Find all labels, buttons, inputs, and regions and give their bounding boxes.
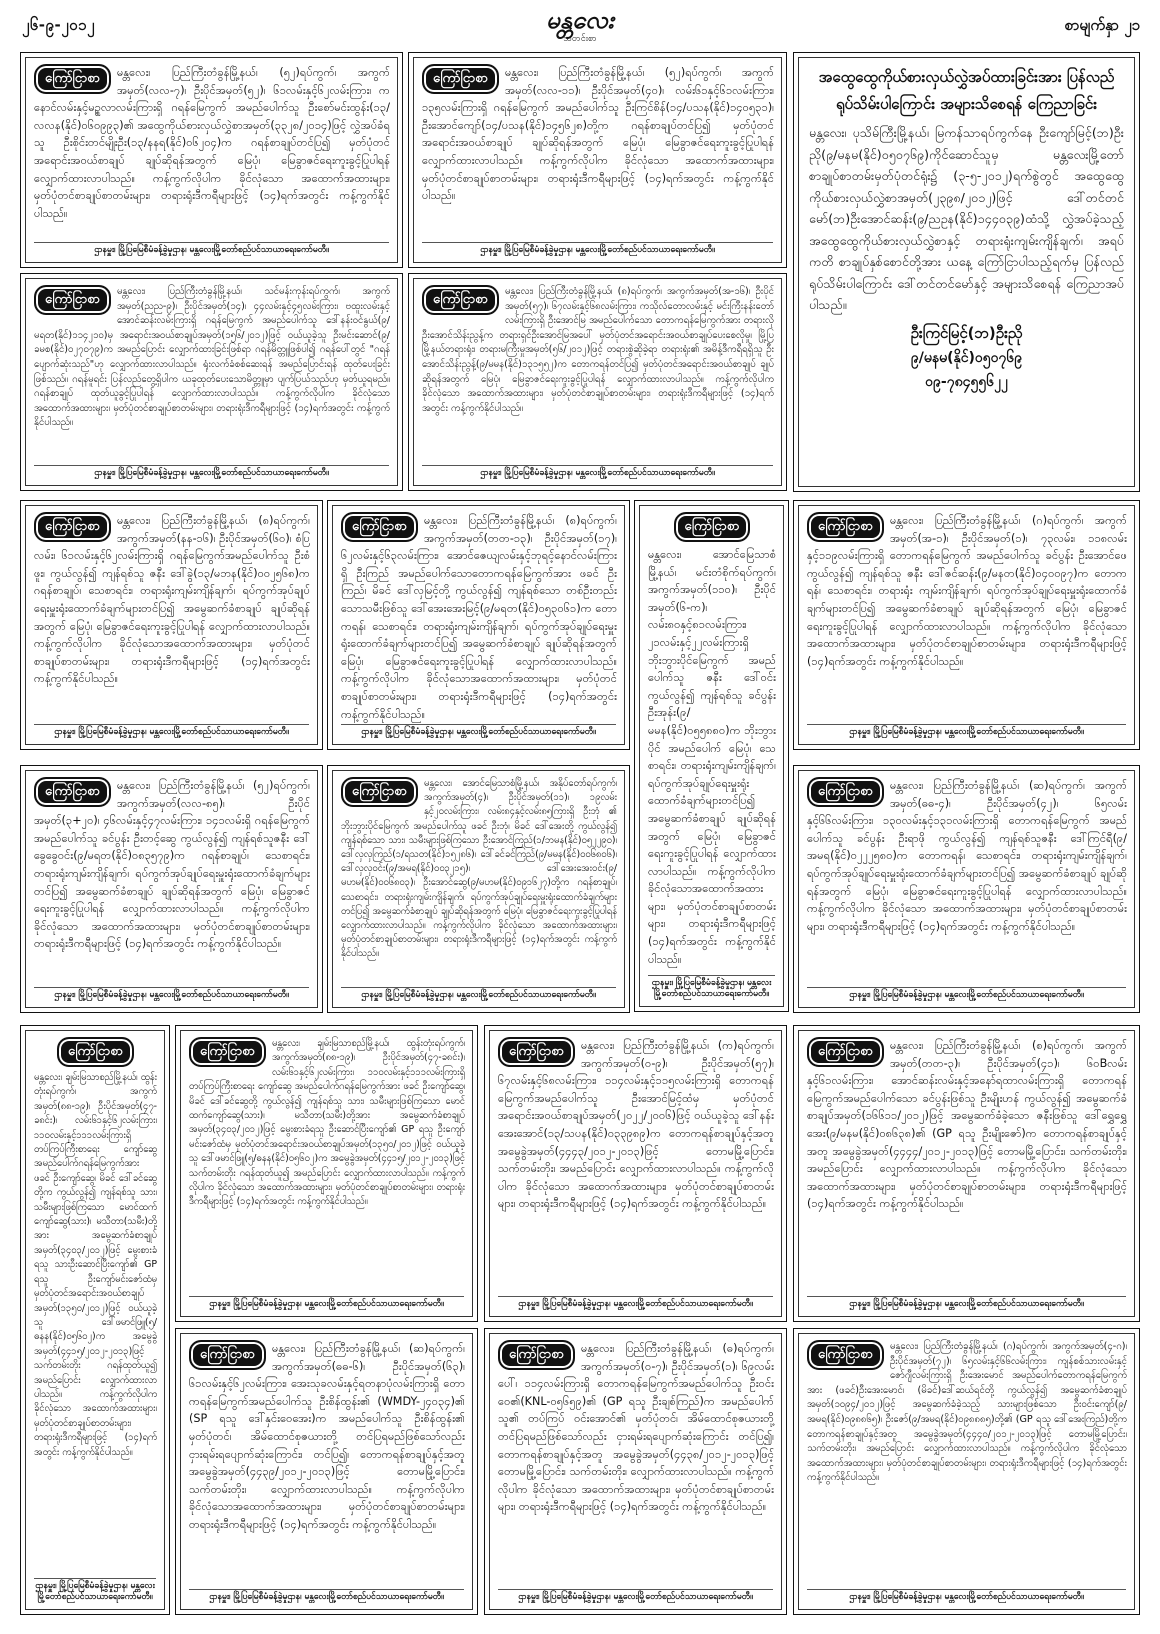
ad-box	[634, 500, 789, 1012]
ad-box	[175, 1025, 478, 1322]
ad-body: မန္တလေး၊ ပြည်ကြီးတံခွန်မြို့နယ်၊ (၅၂)ရပ်ကွက်၊ အကွက်အမှတ်(လလ-၈၅)၊ ဦးပိုင်အမှတ်(၃+၂၀)၊ ၄၆လမ်းနှင့်၄၇လမ်းကြား၊ ၁၄၁လမ်းရှိ ဂရန်မြေကွက်အမည်ပေါက်သူ ခင်ပွန်း ဦးတင့်ဆွေ ကွယ်လွန်၍ ကျန်ရစ်သူဇနီး ဒေါ်ခွေခွေဝင်း(၉/မရတ(နိုင်)၀၈၃၅၇၉)က ဂရန်စာချုပ်၊ သေစာရင်း၊ တရားရုံးကျမ်းကျိန်ချက်၊ ရပ်ကွက်အုပ်ချုပ်ရေးမှူးရုံးထောက်ခံချက်များတင်ပြ၍ အမွေဆက်ခံစာချုပ် ချုပ်ဆိုရန်အတွက် မြေပုံ၊ မြေခွာဇင်ရေးကူးခွင့်ပြုပါရန် လျှောက်ထားလာပါသည်။ ကန့်ကွက်လိုပါက ခိုင်လုံသော အထောက်အထားများ၊ မှတ်ပုံတင်စာချုပ်စာတမ်းများ၊ တရားရုံးဒီကရီများဖြင့် (၁၄)ရက်အတွင်း ကန့်ကွက်နိုင်ပါသည်။	[34, 779, 310, 951]
ad-body: မန္တလေး၊ ပြည်ကြီးတံခွန်မြို့နယ်၊ (၈)ရပ်ကွက်၊ အကွက်အမှတ်(အ-၁၆)၊ ဦးပိုင်အမှတ်(၅၇)၊ ၆၇လမ်းနှင့်၆၈လမ်းကြား၊ ကသိုလ်တောလမ်းနှင့် မင်းကြီးနန်းတော်လမ်းကြားရှိ ဦးအောင်မြ အမည်ပေါက်သော တောကရန်မြေကွက်အား တရားလို ဦးအောင်သိန်းညွန့်က တရားရှင်ဦးအောင်မြအပေါ် မှတ်ပုံတင်အရောင်းအဝယ်စာချုပ်ပေးစေလိုမှု၊ မြို့ပြမြို့နယ်တရားရုံး၊ တရားမကြီးမှုအမှတ်(၅၆/၂၀၁၂)ဖြင့် တရားစွဲဆိုခဲ့ရာ တရားရုံး၏ အမိန့်ဒီကရီရရှိသူ ဦးအောင်သိန်းညွန့်(၉/မမန(နိုင်)၁၃၁၅၅၂)က တောကရန်တင်ပြ၍ မှတ်ပုံတင်အရောင်းအဝယ်စာချုပ် ချုပ်ဆိုရန်အတွက် မြေပုံ၊ မြေခွာဇင်ရေးကူးခွင့်ပြုပါရန် လျှောက်ထားလာပါသည်။ ကန့်ကွက်လိုပါက ခိုင်လုံသော အထောက်အထားများ၊ မှတ်ပုံတင်စာချုပ်စာတမ်းများ၊ တရားရုံးဒီကရီများဖြင့် (၁၄)ရက်အတွင်း ကန့်ကွက်နိုင်ပါသည်။	[422, 286, 774, 414]
issue-date: ၂၆-၉-၂၀၁၂	[22, 16, 95, 34]
ad-body: မန္တလေး၊ ပြည်ကြီးတံခွန်မြို့နယ်၊ (၅၂)ရပ်ကွက်၊ အကွက်အမှတ်(လလ-၁၁)၊ ဦးပိုင်အမှတ်(၄၀)၊ လမ်း၆၁နှင့်၆၁လမ်းကြား၊ ၁၃၅လမ်းကြားရှိ ဂရန်မြေကွက် အမည်ပေါက်သူ ဦးကြင်စိန်(၁၄/ပသန(နိုင်)၁၄၀၅၃၁)၊ ဦးအောင်ကျော်(၁၄/ပသန(နိုင်)၁၄၅၆၂၈)တို့က ဂရန်စာချုပ်တင်ပြ၍ မှတ်ပုံတင်အရောင်းအဝယ်စာချုပ် ချုပ်ဆိုရန်အတွက် မြေပုံ၊ မြေခွာဇင်ရေးကူးခွင့်ပြုပါရန် လျှောက်ထားလာပါသည်။ ကန့်ကွက်လိုပါက ခိုင်လုံသော အထောက်အထားများ၊ မှတ်ပုံတင်စာချုပ်စာတမ်းများ၊ တရားရုံးဒီကရီများဖြင့် (၁၄)ရက်အတွင်း ကန့်ကွက်နိုင်ပါသည်။	[422, 66, 774, 203]
ad-box	[327, 765, 630, 1013]
ad-footer: ဌာနမှူး၊ မြို့ပြမြေစီမံခန့်ခွဲမှုဌာန၊ မန္တလေးမြို့တော်စည်ပင်သာယာရေးကော်မတီ။	[189, 1296, 464, 1310]
ad-label-badge: ကြော်ငြာစာ	[34, 64, 111, 94]
ad-label-badge: ကြော်ငြာစာ	[341, 512, 418, 542]
ad-label-badge: ကြော်ငြာစာ	[807, 1037, 884, 1067]
ad-label-badge: ကြော်ငြာစာ	[807, 1340, 884, 1370]
ad-label-badge: ကြော်ငြာစာ	[674, 512, 751, 542]
ad-footer: ဌာနမှူး၊ မြို့ပြမြေစီမံခန့်ခွဲမှုဌာန၊ မန္တလေးမြို့တော်စည်ပင်သာယာရေးကော်မတီ။	[498, 1296, 773, 1310]
ad-body: မန္တလေး၊ ပြည်ကြီးတံခွန်မြို့နယ်၊ (၅၂)ရပ်ကွက်၊ အကွက်အမှတ်(လလ-၇)၊ ဦးပိုင်အမှတ်(၅၂)၊ ၆၁လမ်းနှင့်၆၂လမ်းကြား၊ ကနောင်လမ်းနှင့်မဉ္စလာလမ်းကြားရှိ ဂရန်မြေကွက် အမည်ပေါက်သူ ဦးစော်မင်းထွန်း(၁၃/လလန(နိုင်)၀၆၀၉၉၃)၏ အထွေကိုယ်စားလှယ်လွှဲစာအမှတ်(၃၃၂၈/၂၀၁၄)ဖြင့် လွှဲအပ်ခံရသူ ဦးစိုင်းတင်မျိုးဦး(၁၃/နနရ(နိုင်)၀၆၂၀၄)က ဂရန်စာချုပ်တင်ပြ၍ မှတ်ပုံတင်အရောင်းအဝယ်စာချုပ် ချုပ်ဆိုရန်အတွက် မြေပုံ၊ မြေခွာဇင်ရေးကူးခွင့်ပြုပါရန် လျှောက်ထားလာပါသည်။ ကန့်ကွက်လိုပါက ခိုင်လုံသော အထောက်အထားများ၊ မှတ်ပုံတင်စာချုပ်စာတမ်းများ၊ တရားရုံးဒီကရီများဖြင့် (၁၄)ရက်အတွင်း ကန့်ကွက်နိုင်ပါသည်။	[34, 66, 390, 220]
ad-footer: ဌာနမှူး၊ မြို့ပြမြေစီမံခန့်ခွဲမှုဌာန၊ မန္တလေးမြို့တော်စည်ပင်သာယာရေးကော်မတီ။	[807, 1296, 1126, 1310]
ad-box	[793, 765, 1140, 1013]
ad-box	[20, 500, 323, 750]
ad-box	[484, 1025, 787, 1322]
page-number: စာမျက်နှာ ၂၁	[1064, 16, 1140, 34]
ad-box	[20, 1025, 170, 1615]
ad-footer: ဌာနမှူး၊ မြို့ပြမြေစီမံခန့်ခွဲမှုဌာန၊ မန္တလေးမြို့တော်စည်ပင်သာယာရေးကော်မတီ။	[807, 987, 1126, 1001]
notice-phone: ၀၉-၇၈၄၅၅၆၂၂	[925, 373, 1008, 390]
ad-footer: ဌာနမှူး၊ မြို့ပြမြေစီမံခန့်ခွဲမှုဌာန၊ မန္တလေးမြို့တော်စည်ပင်သာယာရေးကော်မတီ။	[422, 465, 773, 479]
ad-footer: ဌာနမှူး၊ မြို့ပြမြေစီမံခန့်ခွဲမှုဌာန၊ မန္တလေးမြို့တော်စည်ပင်သာယာရေးကော်မတီ။	[34, 987, 309, 1001]
notice-signatory: ဦးကြင်မြင့်(ဘ)ဦးညို	[910, 323, 1023, 342]
ad-box	[484, 1328, 787, 1615]
notice-nrc: ၉/မနမ(နိုင်)၀၅၀၇၆၉	[910, 349, 1023, 366]
ad-label-badge: ကြော်ငြာစာ	[807, 512, 884, 542]
ad-body: မန္တလေး၊ ပြည်ကြီးတံခွန်မြို့နယ်၊ (ဂ)ရပ်ကွက်၊ အကွက်အမှတ်(အ-၁)၊ ဦးပိုင်အမှတ်(၁)၊ ၇၃လမ်း၊ ၁၁၈လမ်းနှင့်၁၁၉လမ်းကြားရှိ တောကရန်မြေကွက် အမည်ပေါက်သူ ခင်ပွန်း ဦးအောင်ဖေ ကွယ်လွန်၍ ကျန်ရစ်သူ ဇနီး ဒေါ်ဇင်ဆန်း(၉/မနတ(နိုင်)၀၄၀၀၉၇)က တောကရန်၊ သေစာရင်း၊ တရားရုံး ကျမ်းကျိန်ချက်၊ ရပ်ကွက်အုပ်ချုပ်ရေးမှူးရုံးထောက်ခံချက်များတင်ပြ၍ အမွေဆက်ခံစာချုပ် ချုပ်ဆိုရန်အတွက် မြေပုံ၊ မြေခွာဇင်ရေးကူးခွင့်ပြုပါရန် လျှောက်ထားလာပါသည်။ ကန့်ကွက်လိုပါက ခိုင်လုံသော အထောက်အထားများ၊ မှတ်ပုံတင်စာချုပ်စာတမ်းများ၊ တရားရုံးဒီကရီများဖြင့် (၁၄)ရက်အတွင်း ကန့်ကွက်နိုင်ပါသည်။	[807, 514, 1127, 668]
masthead-title: မန္တလေး	[546, 5, 614, 34]
ad-label-badge: ကြော်ငြာစာ	[341, 777, 418, 807]
ad-label-badge: ကြော်ငြာစာ	[807, 777, 884, 807]
ad-label-badge: ကြော်ငြာစာ	[34, 285, 111, 315]
ad-body: မန္တလေး၊ ပြည်ကြီးတံခွန်မြို့နယ်၊ (ဆ)ရပ်ကွက်၊ အကွက်အမှတ်(ဓဓ-၄)၊ ဦးပိုင်အမှတ်(၄၂)၊ ၆၅လမ်းနှင့်၆၆လမ်းကြား၊ ၁၃၀လမ်းနှင့်၁၃၁လမ်းကြားရှိ တောကရန်မြေကွက် အမည်ပေါက်သူ ခင်ပွန်း ဦးရာဖို ကွယ်လွန်၍ ကျန်ရစ်သူဇနီး ဒေါ်ကြင်ရီ(၉/အမရ(နိုင်)၀၂၂၂၅၈၀)က တောကရန်၊ သေစာရင်း၊ တရားရုံးကျမ်းကျိန်ချက်၊ ရပ်ကွက်အုပ်ချုပ်ရေးမှူးရုံးထောက်ခံချက်များတင်ပြ၍ အမွေဆက်ခံစာချုပ် ချုပ်ဆိုရန်အတွက် မြေပုံ၊ မြေခွာဇင်ရေးကူးခွင့်ပြုပါရန် လျှောက်ထားလာပါသည်။ ကန့်ကွက်လိုပါက ခိုင်လုံသော အထောက်အထားများ၊ မှတ်ပုံတင်စာချုပ်စာတမ်းများ၊ တရားရုံးဒီကရီများဖြင့် (၁၄)ရက်အတွင်း ကန့်ကွက်နိုင်ပါသည်။	[807, 779, 1128, 933]
ad-label-badge: ကြော်ငြာစာ	[34, 777, 111, 807]
ad-box	[408, 52, 787, 268]
ad-label-badge: ကြော်ငြာစာ	[34, 512, 111, 542]
ad-footer: ဌာနမှူး၊ မြို့ပြမြေစီမံခန့်ခွဲမှုဌာန၊ မန္တလေးမြို့တော်စည်ပင်သာယာရေးကော်မတီ။	[34, 465, 389, 479]
ad-box	[20, 52, 403, 268]
masthead-subtitle: သတင်းစာ	[563, 34, 597, 44]
ad-footer: ဌာနမှူး၊ မြို့ပြမြေစီမံခန့်ခွဲမှုဌာန၊ မန္တလေးမြို့တော်စည်ပင်သာယာရေးကော်မတီ။	[189, 1589, 464, 1603]
ad-body: မန္တလေး၊ အောင်မြေသာစံမြို့နယ်၊ မင်းတံစိုက်ရပ်ကွက်၊ အကွက်အမှတ်(၁၁၀)၊ ဦးပိုင်အမှတ်(၆-က)၊ လမ်း၈၀နှင့်၈၁လမ်းကြား၊ ၂၁လမ်းနှင့်၂၂လမ်းကြားရှိ ဘိုးဘွားပိုင်မြေကွက် အမည်ပေါက်သူ ဇနီး ဒေါ်ဝင်းကွယ်လွန်၍ ကျန်ရစ်သူ ခင်ပွန်း ဦးအုန်း(၉/မမန(နိုင်)၀၅၅၈၈၀)က ဘိုးဘွားပိုင် အမည်ပေါက် မြေပုံ၊ သေစာရင်း၊ တရားရုံးကျမ်းကျိန်ချက်၊ ရပ်ကွက်အုပ်ချုပ်ရေးမှူးရုံးထောက်ခံချက်များတင်ပြ၍ အမွေဆက်ခံစာချုပ် ချုပ်ဆိုရန်အတွက် မြေပုံ၊ မြေခွာဇင်ရေးကူးခွင့်ပြုပါရန် လျှောက်ထားလာပါသည်။ ကန့်ကွက်လိုပါက ခိုင်လုံသောအထောက်အထားများ၊ မှတ်ပုံတင်စာချုပ်စာတမ်းများ၊ တရားရုံးဒီကရီများဖြင့် (၁၄)ရက်အတွင်း ကန့်ကွက်နိုင်ပါသည်။	[648, 548, 776, 966]
ad-footer: ဌာနမှူး၊ မြို့ပြမြေစီမံခန့်ခွဲမှုဌာန၊ မန္တလေးမြို့တော်စည်ပင်သာယာရေးကော်မတီ။	[341, 724, 616, 738]
ad-body: မန္တလေး၊ ပြည်ကြီးတံခွန်မြို့နယ်၊ (၈)ရပ်ကွက်၊ အကွက်အမှတ်(နန-၁၆)၊ ဦးပိုင်အမှတ်(၆၀)၊ စံပြလမ်း၊ ၆၁လမ်းနှင့်၆၂လမ်းကြားရှိ ဂရန်မြေကွက်အမည်ပေါက်သူ ဦးစံဖူး၊ ကွယ်လွန်၍ ကျန်ရစ်သူ ဇနီး ဒေါ်ခွဲ(၁၃/မဘန(နိုင်)၀၀၂၅၆၈)က ဂရန်စာချုပ်၊ သေစာရင်း၊ တရားရုံးကျမ်းကျိန်ချက်၊ ရပ်ကွက်အုပ်ချုပ်ရေးမှူးရုံးထောက်ခံချက်များတင်ပြ၍ အမွေဆက်ခံစာချုပ် ချုပ်ဆိုရန်အတွက် မြေပုံ၊ မြေခွာဇင်ရေးကူးခွင့်ပြုပါရန် လျှောက်ထားလာပါသည်။ ကန့်ကွက်လိုပါက ခိုင်လုံသောအထောက်အထားများ၊ မှတ်ပုံတင်စာချုပ်စာတမ်းများ၊ တရားရုံးဒီကရီများဖြင့် (၁၄)ရက်အတွင်း ကန့်ကွက်နိုင်ပါသည်။	[34, 514, 310, 686]
ad-body: မန္တလေး၊ ပြည်ကြီးတံခွန်မြို့နယ်၊ (က)ရပ်ကွက်၊ အကွက်အမှတ်(ဝ-၉)၊ ဦးပိုင်အမှတ်(၅၇)၊ ၆၇လမ်းနှင့်၆၈လမ်းကြား၊ ၁၁၄လမ်းနှင့်၁၁၅လမ်းကြားရှိ တောကရန်မြေကွက်အမည်ပေါက်သူ ဦးအောင်မြင့်ထံမှ မှတ်ပုံတင်အရောင်းအဝယ်စာချုပ်အမှတ်(၂၀၂၂/၂၀၀၆)ဖြင့် ဝယ်ယူခဲ့သူ ဒေါ်နန်းအေးအောင်(၁၃/သပန(နိုင်)၀၃၃၉၈၉)က တောကရန်စာချုပ်နှင့်အတူ အမွေခွဲအမှတ်(၄၄၄၃/၂၀၁၂-၂၀၁၃)ဖြင့် တောမမြို့ပြောင်း၊ သက်တမ်းတိုး၊ အမည်ပြောင်း လျှောက်ထားလာပါသည်။ ကန့်ကွက်လိုပါက ခိုင်လုံသော အထောက်အထားများ၊ မှတ်ပုံတင်စာချုပ်စာတမ်းများ၊ တရားရုံးဒီကရီများဖြင့် (၁၄)ရက်အတွင်း ကန့်ကွက်နိုင်ပါသည်။	[498, 1039, 774, 1211]
ad-box	[20, 765, 323, 1013]
ad-box	[20, 273, 403, 491]
ad-label-badge: ကြော်ငြာစာ	[57, 1037, 134, 1067]
ad-body: မန္တလေး၊ ပြည်ကြီးတံခွန်မြို့နယ်၊ (ဂ)ရပ်ကွက်၊ အကွက်အမှတ်(၄-ဂ)၊ ဦးပိုင်အမှတ်(၇၂)၊ ၆၅လမ်းနှင့်၆၆လမ်းကြား၊ ကျန်စစ်သားလမ်းနှင့်ဇော်ဂျီလမ်းကြားရှိ ဦးအေးမောင် အမည်ပေါက်တောကရန်မြေကွက်အား (ဖခင်)ဦးအေးမောင်၊ (မိခင်)ဒေါ်ဆယ်ရင်တို့ ကွယ်လွန်၍ အမွေဆက်ခံစာချုပ်အမှတ်(၁၀၉၄/၂၀၁၂)ဖြင့် အမွေဆက်ခံခဲ့သည့် သားများဖြစ်သော ဦးဝင်းကျော်(၉/အမရ(နိုင်)၀၉၈၈၆၅)၊ ဦးဇော်(၉/အမရ(နိုင်)၀၉၈၈၈၅)တို့၏ (GP ရသူ ဒေါ်အေးကြည်)တို့က တောကရန်စာချုပ်နှင့်အတူ အမွေခွဲအမှတ်(၄၄၄၀/၂၀၁၂-၂၀၁၃)ဖြင့် တောမမြို့ပြောင်း၊ သက်တမ်းတိုး၊ အမည်ပြောင်း လျှောက်ထားလာပါသည်။ ကန့်ကွက်လိုပါက ခိုင်လုံသောအထောက်အထားများ၊ မှတ်ပုံတင်စာချုပ်စာတမ်းများ၊ တရားရုံးဒီကရီများဖြင့် (၁၄)ရက်အတွင်း ကန့်ကွက်နိုင်ပါသည်။	[807, 1341, 1127, 1484]
ad-label-badge: ကြော်ငြာစာ	[498, 1340, 575, 1370]
ad-footer: ဌာနမှူး၊ မြို့ပြမြေစီမံခန့်ခွဲမှုဌာန၊ မန္တလေးမြို့တော်စည်ပင်သာယာရေးကော်မတီ။	[498, 1589, 773, 1603]
ad-footer: ဌာနမှူး၊ မြို့ပြမြေစီမံခန့်ခွဲမှုဌာန၊ မန္တလေးမြို့တော်စည်ပင်သာယာရေးကော်မတီ။	[34, 724, 309, 738]
ad-box	[793, 500, 1140, 750]
ad-body: မန္တလေး၊ ပြည်ကြီးတံခွန်မြို့နယ်၊ (၈)ရပ်ကွက်၊ အကွက်အမှတ်(တတ-၁၃)၊ ဦးပိုင်အမှတ်(၁၇)၊ ၆၂လမ်းနှင့်၆၃လမ်းကြား၊ အောင်ဇေယျလမ်းနှင့်ဘုရင့်နောင်လမ်းကြားရှိ ဦးကြည် အမည်ပေါက်သောတောကရန်မြေကွက်အား ဖခင် ဦးကြည်၊ မိခင် ဒေါ်လှမြင့်တို့ ကွယ်လွန်၍ ကျန်ရစ်သော တစ်ဦးတည်းသောသမီးဖြစ်သူ ဒေါ်အေးအေးမြင့်(၉/မရတ(နိုင်)၀၅၃၀၆၁)က တောကရန်၊ သေစာရင်း၊ တရားရုံးကျမ်းကျိန်ချက်၊ ရပ်ကွက်အုပ်ချုပ်ရေးမှူးရုံးထောက်ခံချက်များတင်ပြ၍ အမွေဆက်ခံစာချုပ် ချုပ်ဆိုရန်အတွက် မြေပုံ၊ မြေခွာဇင်ရေးကူးခွင့်ပြုပါရန် လျှောက်ထားလာပါသည်။ ကန့်ကွက်လိုပါက ခိုင်လုံသောအထောက်အထားများ၊ မှတ်ပုံတင်စာချုပ်စာတမ်းများ၊ တရားရုံးဒီကရီများဖြင့် (၁၄)ရက်အတွင်း ကန့်ကွက်နိုင်ပါသည်။	[341, 514, 617, 721]
ad-label-badge: ကြော်ငြာစာ	[498, 1037, 575, 1067]
ad-box	[408, 273, 787, 491]
ad-box	[793, 1025, 1140, 1322]
notice-title: အထွေထွေကိုယ်စားလှယ်လွှဲအပ်ထားခြင်းအား ပြန်လည်ရုပ်သိမ်းပါကြောင်း အများသိစေရန် ကြေညာခြင်း	[818, 68, 1115, 113]
ad-footer: ဌာနမှူး၊ မြို့ပြမြေစီမံခန့်ခွဲမှုဌာန၊ မန္တလေးမြို့တော်စည်ပင်သာယာရေးကော်မတီ။	[422, 242, 773, 256]
ad-body: မန္တလေး၊ ပြည်ကြီးတံခွန်မြို့နယ်၊ သင်မန်းကုန်းရပ်ကွက်၊ အကွက်အမှတ်(ညည-၉)၊ ဦးပိုင်အမှတ်(၁၄)၊ ၄၄လမ်းနှင့်၄၅လမ်းကြား၊ ဗထူးလမ်းနှင့်အောင်ဆန်းလမ်းကြားရှိ ဂရန်မြေကွက် အမည်ပေါက်သူ ဒေါ်နန်းဝင်နွယ်(၉/မရတ(နိုင်)၁၁၄၂၁၀)မှ အရောင်းအဝယ်စာချုပ်အမှတ်(၁၅၆/၂၀၁၂)ဖြင့် ဝယ်ယူခဲ့သူ ဦးမင်းဆောင်(၉/ခမစ(နိုင်)၀၂၇၀၇၉)က အမည်ပြောင်း လျှောက်ထားခြင်းဖြစ်ရာ ဂရန်မိတ္တူဖြစ်ပါ၍ ဂရန်ပေါ်တွင် "ဂရန်ပျောက်ဆုံးသည်"ဟု လျှောက်ထားလာပါသည်။ ရုံးလက်ခံစစ်ဆေးရန် အမည်ပြောင်းရန် ထုတ်ပေးခြင်းဖြစ်သည်။ ဂရန်မူရင်း ပြန်လည်တွေ့ရှိပါက ယခုထုတ်ပေးသောမိတ္တူမှာ ပျက်ပြယ်သည်ဟု မှတ်ယူရမည်။ ဂရန်စာချုပ် ထုတ်ယူခွင့်ပြုပါရန် လျှောက်ထားလာပါသည်။ ကန့်ကွက်လိုပါက ခိုင်လုံသော အထောက်အထားများ၊ မှတ်ပုံတင်စာချုပ်စာတမ်းများ၊ တရားရုံးဒီကရီများဖြင့် (၁၄)ရက်အတွင်း ကန့်ကွက်နိုင်ပါသည်။	[34, 286, 390, 429]
ad-body: မန္တလေး၊ ပြည်ကြီးတံခွန်မြို့နယ်၊ (စ)ရပ်ကွက်၊ အကွက်အမှတ်(တတ-၃)၊ ဦးပိုင်အမှတ်(၄၁)၊ ၆၀Bလမ်းနှင့်၆၁လမ်းကြား၊ အောင်ဆန်းလမ်းနှင့်အနော်ရထာလမ်းကြားရှိ တောကရန်မြေကွက်အမည်ပေါက်သော ခင်ပွန်းဖြစ်သူ ဦးမျိုးဟန် ကွယ်လွန်၍ အမွေဆက်ခံစာချုပ်အမှတ်(၁၆၆၁၁/၂၀၁၂)ဖြင့် အမွေဆက်ခံခဲ့သော ဇနီးဖြစ်သူ ဒေါ်ရွှေရွှေအေး(၉/မနမ(နိုင်)၀၈၆၃၈)၏ (GP ရသူ ဦးမျိုးဇော်)က တောကရန်စာချုပ်နှင့်အတူ အမွေခွဲအမှတ်(၄၄၄၄/၂၀၁၂-၂၀၁၃)ဖြင့် တောမမြို့ပြောင်း၊ သက်တမ်းတိုး၊ အမည်ပြောင်း လျှောက်ထားလာပါသည်။ ကန့်ကွက်လိုပါက ခိုင်လုံသောအထောက်အထားများ၊ မှတ်ပုံတင်စာချုပ်စာတမ်းများ၊ တရားရုံးဒီကရီများဖြင့် (၁၄)ရက်အတွင်း ကန့်ကွက်နိုင်ပါသည်။	[807, 1039, 1127, 1211]
ad-box	[175, 1328, 478, 1615]
ad-footer: ဌာနမှူး၊ မြို့ပြမြေစီမံခန့်ခွဲမှုဌာန၊ မန္တလေးမြို့တော်စည်ပင်သာယာရေးကော်မတီ။	[807, 724, 1126, 738]
ad-box	[327, 500, 630, 750]
masthead	[505, 6, 655, 46]
ad-label-badge: ကြော်ငြာစာ	[422, 285, 499, 315]
ad-label-badge: ကြော်ငြာစာ	[189, 1340, 266, 1370]
ad-footer: ဌာနမှူး၊ မြို့ပြမြေစီမံခန့်ခွဲမှုဌာန၊ မန္တလေးမြို့တော်စည်ပင်သာယာရေးကော်မတီ။	[648, 975, 775, 1000]
page-header	[0, 0, 1160, 50]
ad-body: မန္တလေး၊ ပြည်ကြီးတံခွန်မြို့နယ်၊ (ဆ)ရပ်ကွက်၊ အကွက်အမှတ်(ဓဓ-၆)၊ ဦးပိုင်အမှတ်(၆၃)၊ ၆၁လမ်းနှင့်၆၂လမ်းကြား၊ အေးသုခလမ်းနှင့်ရတနာပုံလမ်းကြားရှိ တောကရန်မြေကွက်အမည်ပေါက်သူ ဦးစိန်ထွန်း၏ (WMDY-၂၄၀၃၄)၏ (SP ရသူ ဒေါ်နှင်းဝေအေး)က အမည်ပေါက်သူ ဦးစိန်ထွန်း၏ မှတ်ပုံတင်၊ အိမ်ထောင်စုဇယားတို့ တင်ပြရမည်ဖြစ်သော်လည်း ငှားရမ်းရပျောက်ဆုံးကြောင်း၊ တင်ပြ၍၊ တောကရန်စာချုပ်နှင့်အတူ အမွေခွဲအမှတ်(၄၄၃၉/၂၀၁၂-၂၀၁၃)ဖြင့် တောမမြို့ပြောင်း၊ သက်တမ်းတိုး၊ လျှောက်ထားလာပါသည်။ ကန့်ကွက်လိုပါက ခိုင်လုံသောအထောက်အထားများ၊ မှတ်ပုံတင်စာချုပ်စာတမ်းများ၊ တရားရုံးဒီကရီများဖြင့် (၁၄)ရက်အတွင်း ကန့်ကွက်နိုင်ပါသည်။	[189, 1342, 465, 1531]
ad-footer: ဌာနမှူး၊ မြို့ပြမြေစီမံခန့်ခွဲမှုဌာန၊ မန္တလေးမြို့တော်စည်ပင်သာယာရေးကော်မတီ။	[34, 242, 389, 256]
ad-body: မန္တလေး၊ ပြည်ကြီးတံခွန်မြို့နယ်၊ (ဓ)ရပ်ကွက်၊ အကွက်အမှတ်(၀-၇)၊ ဦးပိုင်အမှတ်(၁)၊ ၆၉လမ်းပေါ်၊ ၁၁၄လမ်းကြားရှိ တောကရန်မြေကွက်အမည်ပေါက်သူ ဦးဝင်းဝေ၏(KNL-၀၅၆၅၉)၏ (GP ရသူ ဦးချစ်ကြည်)က အမည်ပေါက်သူ၏ တပ်ကြပ် ဝင်းအောင်၏ မှတ်ပုံတင်၊ အိမ်ထောင်စုဇယားတို့ တင်ပြရမည်ဖြစ်သော်လည်း ငှားရမ်းရပျောက်ဆုံးကြောင်း တင်ပြ၍၊ တောကရန်စာချုပ်နှင့်အတူ အမွေခွဲအမှတ်(၄၄၃၈/၂၀၁၂-၂၀၁၃)ဖြင့် တောမမြို့ပြောင်း၊ သက်တမ်းတိုး၊ လျှောက်ထားလာပါသည်။ ကန့်ကွက်လိုပါက ခိုင်လုံသော အထောက်အထားများ၊ မှတ်ပုံတင်စာချုပ်စာတမ်းများ၊ တရားရုံးဒီကရီများဖြင့် (၁၄)ရက်အတွင်း ကန့်ကွက်နိုင်ပါသည်။	[498, 1342, 774, 1514]
ad-label-badge: ကြော်ငြာစာ	[189, 1037, 266, 1067]
ad-footer: ဌာနမှူး၊ မြို့ပြမြေစီမံခန့်ခွဲမှုဌာန၊ မန္တလေးမြို့တော်စည်ပင်သာယာရေးကော်မတီ။	[807, 1589, 1126, 1603]
ad-body: မန္တလေး၊ ချမ်းမြသာစည်မြို့နယ်၊ ထွန်းတုံးရပ်ကွက်၊ အကွက်အမှတ်(၈၈-၁၉)၊ ဦးပိုင်အမှတ်(၄၇-ခ၈င်း)၊ လမ်း၆၁နှင့်၆၂လမ်းကြား၊ ၁၁၀လမ်းနှင့်၁၁၁လမ်းကြားရှိ တပ်ကြပ်ကြီးစာရေး ကျော်ဆွေ အမည်ပေါက်ဂရန်မြေကွက်အား ဖခင် ဦးကျော်ဆွေ၊ မိခင် ဒေါ်ခင်ဆွေတို့ ကွယ်လွန်၍ ကျန်ရစ်သူ သား၊ သမီးများဖြစ်ကြသော မောင်ထက်ကျော်ဆွေ(သား)၊ မသီတာ(သမီး)တို့အား အမွေဆက်ခံစာချုပ်အမှတ်(၃၄၀၃/၂၀၁၂)ဖြင့် မွေးစားခံရသူ ဦးဆောင်ပြီးကျော်၏ GP ရသူ ဦးကျော်မင်းဇော်ထံမှ မှတ်ပုံတင်အရောင်းအဝယ်စာချုပ်အမှတ်(၁၃၅၀/၂၀၁၂)ဖြင့် ဝယ်ယူခဲ့သူ ဒေါ်ဖမာင်ဖြူ(၅/ဓနန(နိုင်)၀၅၆၀၂)က အမွေခွဲအမှတ်(၄၄၁၅/၂၀၁၂-၂၀၁၃)ဖြင့် သက်တမ်းတိုး ဂရန်ထုတ်ယူ၍ အမည်ပြောင်း လျှောက်ထားလာပါသည်။ ကန့်ကွက်လိုပါက ခိုင်လုံသော အထောက်အထားများ၊ မှတ်ပုံတင်စာချုပ်စာတမ်းများ၊ တရားရုံးဒီကရီများဖြင့် (၁၄)ရက်အတွင်း ကန့်ကွက်နိုင်ပါသည်။	[189, 1038, 465, 1208]
ad-body: မန္တလေး၊ အောင်မြေသာစံမြို့နယ်၊ အနိုပ်တော်ရပ်ကွက်၊ အကွက်အမှတ်(၄)၊ ဦးပိုင်အမှတ်(၁၁)၊ ၁၉လမ်းနှင့်၂၀လမ်းကြား၊ လမ်း၈၄နှင့်လမ်း၈၅ကြားရှိ ဦးဘုံ ၏ ဘိုးဘွားပိုင်မြေကွက် အမည်ပေါက်သူ ဖခင် ဦးဘုံ၊ မိခင် ဒေါ်အေးတို့ ကွယ်လွန်၍ ကျန်ရစ်သော သား၊ သမီးများဖြစ်ကြသော ဦးအောင်ကြည်(၁/ဘမန(နိုင်)၀၅၂၂၉၀)၊ ဒေါ်လှလှကြည်(၁/ရသတ(နိုင်)၁၅၂၈၆)၊ ဒေါ်ခင်ခင်ကြည်(၉/မမန(နိုင်)၀၀၆၈၀၆)၊ ဒေါ်လှလှဝင်း(၉/အမရ(နိုင်)၀၀၃၂၁၅)၊ ဒေါ်အေးအေးဝင်း(၉/မဟမ(နိုင်)၀၀၆၈၀၃)၊ ဦးအောင်ဆွေ(၉/မဟမ(နိုင်)၀၉၁၆၂၇)တို့က ဂရန်စာချုပ်၊ သေစာရင်း၊ တရားရုံးကျမ်းကျိန်ချက်၊ ရပ်ကွက်အုပ်ချုပ်ရေးမှူးရုံးထောက်ခံချက်များတင်ပြ၍ အမွေဆက်ခံစာချုပ် ချုပ်ဆိုရန်အတွက် မြေပုံ၊ မြေခွာဇင်ရေးကူးခွင့်ပြုပါရန် လျှောက်ထားလာပါသည်။ ကန့်ကွက်လိုပါက ခိုင်လုံသော အထောက်အထားများ၊ မှတ်ပုံတင်စာချုပ်စာတမ်းများ၊ တရားရုံးဒီကရီများဖြင့် (၁၄)ရက်အတွင်း ကန့်ကွက်နိုင်ပါသည်။	[341, 778, 617, 960]
notice-body: မန္တလေး၊ ပုသိမ်ကြီးမြို့နယ်၊ မြကန်သာရပ်ကွက်နေ ဦးကျော်မြင့်(ဘ)ဦးညို(၉/မနမ(နိုင်)၀၅၀၇၆၉)ကိုင်ဆောင်သူမှ မန္တလေးမြို့တော် စာချုပ်စာတမ်းမှတ်ပုံတင်ရုံး၌ (၃-၅-၂၀၁၂)ရက်စွဲတွင် အထွေထွေကိုယ်စားလှယ်လွှဲစာအမှတ်(၂၃၉၈/၂၀၁၂)ဖြင့် ဒေါ်တင်တင်မော်(ဘ)ဦးအောင်ဆန်း(၉/ညဥန(နိုင်)၁၄၄၀၃၉)ထံသို့ လွှဲအပ်ခဲ့သည့် အထွေထွေကိုယ်စားလှယ်လွှဲစာနှင့် တရားရုံးကျမ်းကျိန်ချက်၊ အရပ်ကတိ စာချုပ်နှစ်စောင်တို့အား ယနေ့ ကြော်ငြာပါသည့်ရက်မှ ပြန်လည်ရုပ်သိမ်းပါကြောင်း ဒေါ်တင်တင်မော်နှင့် အများသိစေရန် ကြေညာအပ်ပါသည်။	[809, 125, 1124, 312]
notice-box	[793, 52, 1140, 492]
ad-footer: ဌာနမှူး၊ မြို့ပြမြေစီမံခန့်ခွဲမှုဌာန၊ မန္တလေးမြို့တော်စည်ပင်သာယာရေးကော်မတီ။	[341, 987, 616, 1001]
ad-body: မန္တလေး၊ ချမ်းမြသာစည်မြို့နယ်၊ ထွန်းတုံးရပ်ကွက်၊ အကွက်အမှတ်(၈၈-၁၉)၊ ဦးပိုင်အမှတ်(၄၇-ခ၈င်း)၊ လမ်း၆၁နှင့်၆၂လမ်းကြား၊ ၁၁၀လမ်းနှင့်၁၁၁လမ်းကြားရှိ တပ်ကြပ်ကြီးစာရေး ကျော်ဆွေ အမည်ပေါက်ဂရန်မြေကွက်အား ဖခင် ဦးကျော်ဆွေ၊ မိခင် ဒေါ်ခင်ဆွေတို့က ကွယ်လွန်၍ ကျန်ရစ်သူ သား၊ သမီးများဖြစ်ကြသော မောင်ထက်ကျော်ဆွေ(သား)၊ မသီတာ(သမီး)တို့အား အမွေဆက်ခံစာချုပ်အမှတ်(၃၄၀၃/၂၀၁၂)ဖြင့် မွေးစားခံရသူ သားဦးဆောင်ပြီးကျော်၏ GP ရသူ ဦးကျော်မင်းဇော်ထံမှ မှတ်ပုံတင်အရောင်းအဝယ်စာချုပ်အမှတ်(၁၃၅၀/၂၀၁၂)ဖြင့် ဝယ်ယူခဲ့သူ ဒေါ်ဖမာင်ဖြူ(၅/ဓနန(နိုင်)၀၅၆၀၂)က အမွေခွဲအမှတ်(၄၄၁၅/၂၀၁၂-၂၀၁၃)ဖြင့် သက်တမ်းတိုး ဂရန်ထုတ်ယူ၍ အမည်ပြောင်း လျှောက်ထားလာပါသည်။ ကန့်ကွက်လိုပါက ခိုင်လုံသော အထောက်အထားများ၊ မှတ်ပုံတင်စာချုပ်စာတမ်းများ၊ တရားရုံးဒီကရီများဖြင့် (၁၄)ရက်အတွင်း ကန့်ကွက်နိုင်ပါသည်။	[34, 1072, 157, 1458]
ad-label-badge: ကြော်ငြာစာ	[422, 64, 499, 94]
ad-footer: ဌာနမှူး၊ မြို့ပြမြေစီမံခန့်ခွဲမှုဌာန၊ မန္တလေးမြို့တော်စည်ပင်သာယာရေးကော်မတီ။	[34, 1578, 156, 1603]
ad-box	[793, 1328, 1140, 1615]
